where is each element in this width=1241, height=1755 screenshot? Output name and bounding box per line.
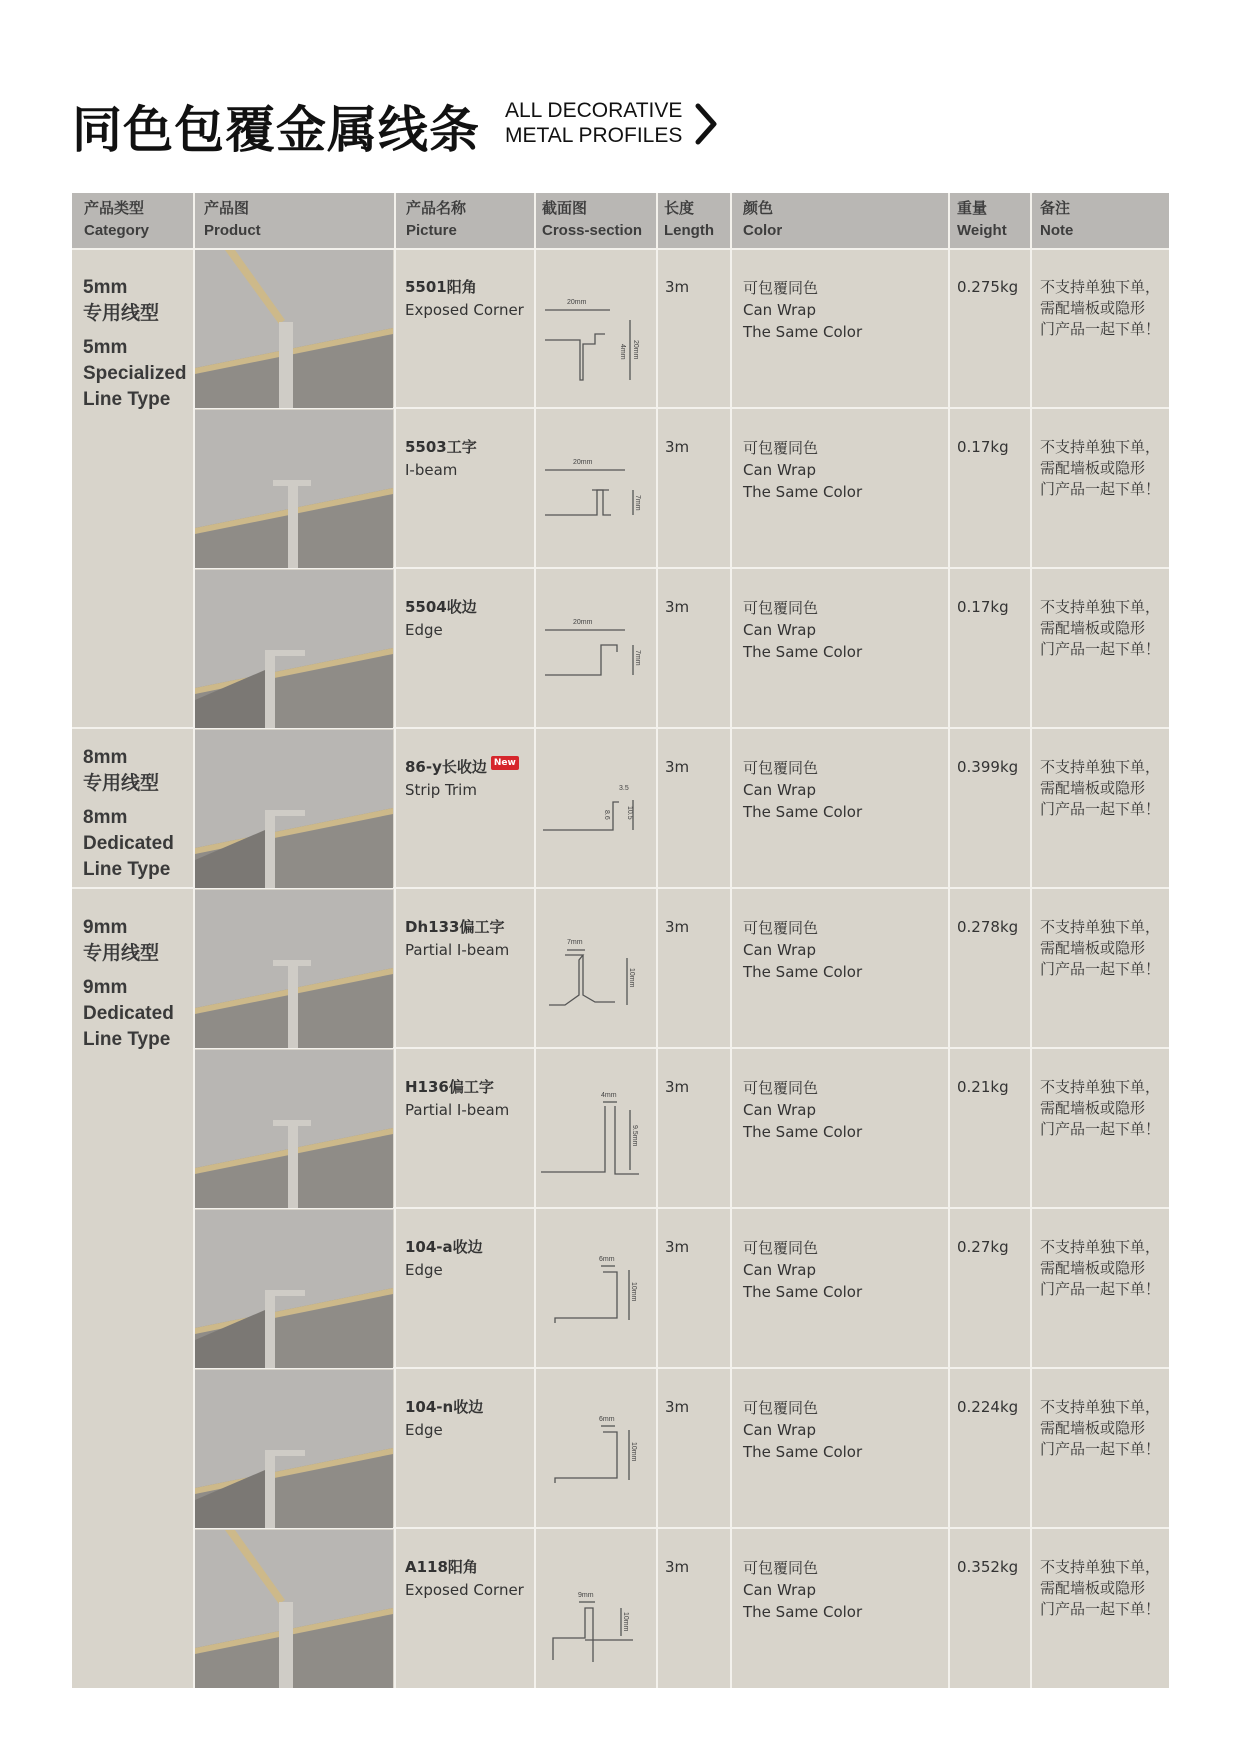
color-note — [743, 1077, 862, 1143]
note-line: 不支持单独下单， — [1040, 1558, 1161, 1576]
length-value: 3m — [665, 1558, 690, 1576]
note-line: 不支持单独下单， — [1040, 598, 1161, 616]
product-name-en: Partial I-beam — [405, 941, 510, 959]
product-name — [405, 1076, 509, 1122]
note-line: 不支持单独下单， — [1040, 438, 1161, 456]
product-name — [405, 1396, 483, 1442]
note-line: 门产品一起下单！ — [1040, 1280, 1161, 1298]
color-note — [743, 1237, 862, 1303]
product-name-en: Strip Trim — [405, 781, 477, 799]
note-line: 门产品一起下单！ — [1040, 1120, 1161, 1138]
product-photo — [195, 890, 393, 1048]
cross-section-drawing — [535, 270, 653, 388]
color-line: Can Wrap — [743, 1101, 816, 1119]
weight-value: 0.352kg — [957, 1558, 1019, 1576]
product-name — [405, 276, 524, 322]
color-note — [743, 757, 862, 823]
weight-value: 0.278kg — [957, 918, 1019, 936]
header-cross-section: 截面图 Cross-section — [542, 200, 643, 239]
color-line: The Same Color — [743, 963, 863, 981]
note-line: 门产品一起下单！ — [1040, 1600, 1161, 1618]
note-line: 不支持单独下单， — [1040, 278, 1161, 296]
note-line: 门产品一起下单！ — [1040, 960, 1161, 978]
header-note: 备注 Note — [1040, 200, 1074, 239]
note-line: 需配墙板或隐形 — [1040, 459, 1146, 477]
product-name-en: Exposed Corner — [405, 1581, 524, 1599]
color-line: Can Wrap — [743, 1421, 816, 1439]
note-line: 需配墙板或隐形 — [1040, 299, 1146, 317]
color-line: Can Wrap — [743, 1581, 816, 1599]
svg-text:7mm: 7mm — [567, 939, 583, 946]
product-name-en: Partial I-beam — [405, 1101, 510, 1119]
category-8mm: 8mm 专用线型 8mm Dedicated Line Type — [83, 747, 174, 880]
order-note — [1040, 757, 1160, 820]
header-color: 颜色 Color — [743, 200, 783, 239]
color-line: Can Wrap — [743, 1261, 816, 1279]
color-line: 可包覆同色 — [743, 439, 819, 457]
product-name-cn: 5503工字 — [405, 438, 477, 456]
product-name-en: Edge — [405, 1421, 443, 1439]
color-line: Can Wrap — [743, 461, 816, 479]
svg-text:4mm: 4mm — [619, 344, 626, 360]
note-line: 门产品一起下单！ — [1040, 800, 1161, 818]
note-line: 需配墙板或隐形 — [1040, 939, 1146, 957]
color-line: The Same Color — [743, 643, 863, 661]
note-line: 不支持单独下单， — [1040, 758, 1161, 776]
length-value: 3m — [665, 278, 690, 296]
weight-value: 0.399kg — [957, 758, 1019, 776]
note-line: 不支持单独下单， — [1040, 1398, 1161, 1416]
cross-section-drawing — [535, 1070, 653, 1188]
product-photo — [195, 730, 393, 888]
note-line: 门产品一起下单！ — [1040, 480, 1161, 498]
product-photo — [195, 1210, 393, 1368]
product-name-cn: 86-y长收边 — [405, 758, 487, 776]
color-line: 可包覆同色 — [743, 1079, 819, 1097]
order-note — [1040, 1557, 1160, 1620]
weight-value: 0.224kg — [957, 1398, 1019, 1416]
svg-text:9mm: 9mm — [578, 1592, 594, 1599]
color-note — [743, 277, 862, 343]
product-name-en: I-beam — [405, 461, 458, 479]
note-line: 需配墙板或隐形 — [1040, 1419, 1146, 1437]
product-name-en: Edge — [405, 621, 443, 639]
svg-text:6mm: 6mm — [599, 1416, 615, 1423]
product-name-cn: A118阳角 — [405, 1558, 478, 1576]
product-photo — [195, 1370, 393, 1528]
product-name-en: Edge — [405, 1261, 443, 1279]
product-table — [72, 193, 1169, 1688]
column-divider — [394, 193, 396, 1688]
svg-text:20mm: 20mm — [567, 299, 587, 306]
color-line: 可包覆同色 — [743, 1559, 819, 1577]
product-name-cn: 5504收边 — [405, 598, 477, 616]
category-9mm: 9mm 专用线型 9mm Dedicated Line Type — [83, 917, 174, 1050]
order-note — [1040, 1397, 1160, 1460]
product-name-en: Exposed Corner — [405, 301, 524, 319]
color-line: The Same Color — [743, 1443, 863, 1461]
color-line: 可包覆同色 — [743, 759, 819, 777]
svg-text:7mm: 7mm — [634, 495, 641, 511]
note-line: 门产品一起下单！ — [1040, 320, 1161, 338]
subtitle-line-1: ALL DECORATIVE — [505, 99, 683, 122]
header-weight: 重量 Weight — [957, 200, 1007, 239]
color-note — [743, 437, 862, 503]
note-line: 不支持单独下单， — [1040, 1238, 1161, 1256]
color-line: 可包覆同色 — [743, 1399, 819, 1417]
cross-section-drawing — [535, 1230, 653, 1348]
color-line: The Same Color — [743, 803, 863, 821]
note-line: 需配墙板或隐形 — [1040, 1579, 1146, 1597]
order-note — [1040, 597, 1160, 660]
length-value: 3m — [665, 1238, 690, 1256]
color-line: The Same Color — [743, 1603, 863, 1621]
svg-text:10mm: 10mm — [630, 1282, 637, 1302]
color-line: The Same Color — [743, 1283, 863, 1301]
svg-text:9.5mm: 9.5mm — [631, 1125, 638, 1147]
weight-value: 0.17kg — [957, 438, 1009, 456]
note-line: 需配墙板或隐形 — [1040, 1259, 1146, 1277]
product-name — [405, 1236, 483, 1282]
svg-text:3.5: 3.5 — [619, 785, 629, 792]
product-name — [405, 596, 477, 642]
order-note — [1040, 917, 1160, 980]
color-line: The Same Color — [743, 323, 863, 341]
product-photo — [195, 570, 393, 728]
color-line: 可包覆同色 — [743, 919, 819, 937]
column-divider — [656, 193, 658, 1688]
svg-text:20mm: 20mm — [573, 459, 593, 466]
color-line: 可包覆同色 — [743, 599, 819, 617]
order-note — [1040, 277, 1160, 340]
note-line: 门产品一起下单！ — [1040, 640, 1161, 658]
color-note — [743, 1557, 862, 1623]
svg-text:10mm: 10mm — [622, 1612, 629, 1632]
header-product: 产品图 Product — [204, 200, 261, 239]
product-photo — [195, 410, 393, 568]
product-name — [405, 436, 477, 482]
chevron-right-icon — [690, 100, 724, 148]
weight-value: 0.275kg — [957, 278, 1019, 296]
note-line: 需配墙板或隐形 — [1040, 1099, 1146, 1117]
note-line: 需配墙板或隐形 — [1040, 619, 1146, 637]
color-note — [743, 1397, 862, 1463]
product-name-cn: 5501阳角 — [405, 278, 477, 296]
color-line: The Same Color — [743, 1123, 863, 1141]
table-header — [72, 193, 1169, 248]
note-line: 需配墙板或隐形 — [1040, 779, 1146, 797]
color-line: 可包覆同色 — [743, 279, 819, 297]
cross-section-drawing — [535, 1390, 653, 1508]
length-value: 3m — [665, 758, 690, 776]
product-name-cn: Dh133偏工字 — [405, 918, 505, 936]
note-line: 门产品一起下单！ — [1040, 1440, 1161, 1458]
cross-section-drawing — [535, 1550, 653, 1668]
color-line: 可包覆同色 — [743, 1239, 819, 1257]
color-note — [743, 597, 862, 663]
color-line: Can Wrap — [743, 621, 816, 639]
svg-text:8.6: 8.6 — [603, 810, 610, 820]
color-line: Can Wrap — [743, 301, 816, 319]
svg-text:4mm: 4mm — [601, 1092, 617, 1099]
product-name — [405, 916, 509, 962]
length-value: 3m — [665, 598, 690, 616]
column-divider — [948, 193, 950, 1688]
weight-value: 0.17kg — [957, 598, 1009, 616]
product-name-cn: 104-n收边 — [405, 1398, 484, 1416]
product-name — [405, 756, 519, 802]
product-name-cn: 104-a收边 — [405, 1238, 483, 1256]
svg-text:6mm: 6mm — [599, 1256, 615, 1263]
note-line: 不支持单独下单， — [1040, 918, 1161, 936]
note-line: 不支持单独下单， — [1040, 1078, 1161, 1096]
color-line: Can Wrap — [743, 941, 816, 959]
svg-text:7mm: 7mm — [634, 650, 641, 666]
header-length: 长度 Length — [664, 200, 714, 239]
cross-section-drawing — [535, 910, 653, 1028]
category-5mm: 5mm 专用线型 5mm Specialized Line Type — [83, 277, 187, 410]
color-line: Can Wrap — [743, 781, 816, 799]
product-name — [405, 1556, 524, 1602]
product-name-cn: H136偏工字 — [405, 1078, 494, 1096]
svg-text:10.5: 10.5 — [626, 806, 633, 820]
new-badge: New — [491, 756, 519, 770]
column-divider — [730, 193, 732, 1688]
cross-section-drawing — [535, 750, 653, 868]
length-value: 3m — [665, 1078, 690, 1096]
length-value: 3m — [665, 918, 690, 936]
svg-text:20mm: 20mm — [573, 619, 593, 626]
color-note — [743, 917, 862, 983]
subtitle-line-2: METAL PROFILES — [505, 124, 683, 147]
page-title: 同色包覆金属线条 — [72, 101, 480, 159]
svg-text:10mm: 10mm — [628, 968, 635, 988]
svg-text:20mm: 20mm — [632, 340, 639, 360]
header-picture: 产品名称 Picture — [406, 200, 467, 239]
order-note — [1040, 437, 1160, 500]
length-value: 3m — [665, 1398, 690, 1416]
order-note — [1040, 1237, 1160, 1300]
length-value: 3m — [665, 438, 690, 456]
color-line: The Same Color — [743, 483, 863, 501]
cross-section-drawing — [535, 590, 653, 708]
weight-value: 0.27kg — [957, 1238, 1009, 1256]
header-category: 产品类型 Category — [84, 200, 150, 239]
weight-value: 0.21kg — [957, 1078, 1009, 1096]
order-note — [1040, 1077, 1160, 1140]
column-divider — [1030, 193, 1032, 1688]
cross-section-drawing — [535, 430, 653, 548]
page-subtitle — [505, 98, 682, 148]
product-photo — [195, 1050, 393, 1208]
product-photo — [195, 250, 393, 408]
product-photo — [195, 1530, 393, 1688]
svg-text:10mm: 10mm — [630, 1442, 637, 1462]
